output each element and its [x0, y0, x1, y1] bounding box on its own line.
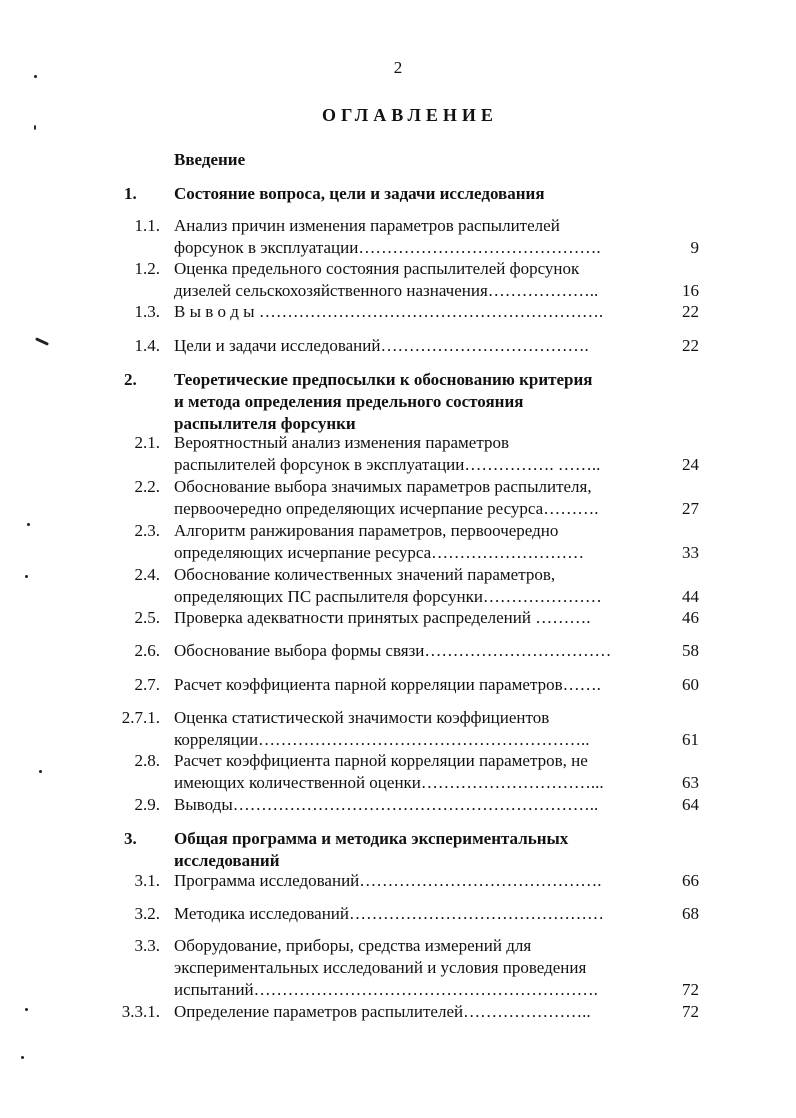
toc-entry-page: 64: [682, 795, 699, 814]
toc-entry-page: 27: [682, 499, 699, 518]
toc-entry-number: 2.5.: [134, 608, 160, 627]
toc-entry-number: 1.1.: [134, 216, 160, 235]
toc-entry-page: 24: [682, 455, 699, 474]
toc-entry-page: 60: [682, 675, 699, 694]
toc-entry-number: 3.2.: [134, 904, 160, 923]
toc-entry-number: 3.3.: [134, 936, 160, 955]
toc-entry-text: Расчет коэффициента парной корреляции параметров, не имеющих количественной оценки…………………………...: [174, 751, 604, 792]
scan-speck: [34, 125, 36, 130]
toc-entry-number: 3.: [124, 829, 137, 848]
toc-entry-text: Программа исследований…………………………………….: [174, 871, 602, 890]
toc-entry-text: Состояние вопроса, цели и задачи исследования: [174, 184, 545, 203]
toc-entry-text: Цели и задачи исследований……………………………….: [174, 336, 589, 355]
toc-entry-text: Методика исследований………………………………………: [174, 904, 604, 923]
toc-entry-page: 33: [682, 543, 699, 562]
toc-entry-page: 63: [682, 773, 699, 792]
scan-speck: [25, 575, 28, 578]
toc-entry-page: 72: [682, 980, 699, 999]
toc-entry-number: 2.: [124, 370, 137, 389]
toc-entry-text: Введение: [174, 150, 246, 169]
toc-entry-number: 1.: [124, 184, 137, 203]
toc-entry-text: Алгоритм ранжирования параметров, первоочередно определяющих исчерпание ресурса………………………: [174, 521, 585, 562]
toc-entry-number: 2.2.: [134, 477, 160, 496]
toc-entry-text: Оценка предельного состояния распылителей форсунок дизелей сельскохозяйственного назначения………………..: [174, 259, 599, 300]
toc-entry-text: Теоретические предпосылки к обоснованию критерия и метода определения предельного состояния распылителя форсунки: [174, 370, 593, 433]
toc-entry-text: Обоснование выбора значимых параметров распылителя, первоочередно определяющих исчерпание ресурса……….: [174, 477, 599, 518]
toc-entry-page: 9: [690, 238, 699, 257]
toc-entry-text: Выводы………………………………………………………..: [174, 795, 599, 814]
toc-entry-text: Обоснование количественных значений параметров, определяющих ПС распылителя форсунки…………………: [174, 565, 602, 606]
toc-entry-number: 2.1.: [134, 433, 160, 452]
toc-entry-number: 2.7.1.: [121, 708, 160, 727]
toc-entry-text: Проверка адекватности принятых распределений ……….: [174, 608, 591, 627]
toc-entry-number: 3.1.: [134, 871, 160, 890]
toc-entry-number: 1.2.: [134, 259, 160, 278]
toc-entry-page: 72: [682, 1002, 699, 1021]
toc-entry-page: 22: [682, 336, 699, 355]
toc-entry-page: 44: [682, 587, 699, 606]
scan-speck: [27, 523, 30, 526]
toc-entry-number: 1.3.: [134, 302, 160, 321]
toc-entry-text: Обоснование выбора формы связи……………………………: [174, 641, 612, 660]
toc-entry-text: Вероятностный анализ изменения параметров распылителей форсунок в эксплуатации……………. ……..: [174, 433, 601, 474]
toc-entry-page: 16: [682, 281, 699, 300]
toc-entry-text: Расчет коэффициента парной корреляции параметров…….: [174, 675, 601, 694]
toc-entry-page: 66: [682, 871, 699, 890]
toc-entry-number: 2.6.: [134, 641, 160, 660]
scan-speck: [35, 337, 49, 346]
toc-entry-number: 2.3.: [134, 521, 160, 540]
toc-entry-text: В ы в о д ы …………………………………………………….: [174, 302, 604, 321]
toc-entry-page: 68: [682, 904, 699, 923]
toc-entry-text: Общая программа и методика экспериментальных исследований: [174, 829, 569, 870]
toc-entry-page: 22: [682, 302, 699, 321]
toc-entry-number: 2.8.: [134, 751, 160, 770]
scan-speck: [21, 1056, 24, 1059]
toc-title: ОГЛАВЛЕНИЕ: [322, 105, 498, 125]
toc-entry-number: 2.4.: [134, 565, 160, 584]
scan-speck: [39, 770, 42, 773]
scan-speck: [25, 1008, 28, 1011]
toc-entry-number: 1.4.: [134, 336, 160, 355]
toc-entry-number: 2.7.: [134, 675, 160, 694]
toc-entry-number: 3.3.1.: [121, 1002, 160, 1021]
toc-entry-number: 2.9.: [134, 795, 160, 814]
toc-entry-text: Оценка статистической значимости коэффициентов корреляции…………………………………………………..: [174, 708, 590, 749]
toc-entry-page: 58: [682, 641, 699, 660]
toc-entry-page: 46: [682, 608, 699, 627]
toc-entry-text: Анализ причин изменения параметров распылителей форсунок в эксплуатации…………………………………….: [174, 216, 601, 257]
toc-entry-text: Оборудование, приборы, средства измерений для экспериментальных исследований и условия проведения испытаний…………………………………………………….: [174, 936, 598, 999]
toc-entry-page: 61: [682, 730, 699, 749]
page-number: 2: [393, 58, 403, 77]
scan-speck: [34, 75, 37, 78]
toc-entry-text: Определение параметров распылителей…………………..: [174, 1002, 591, 1021]
